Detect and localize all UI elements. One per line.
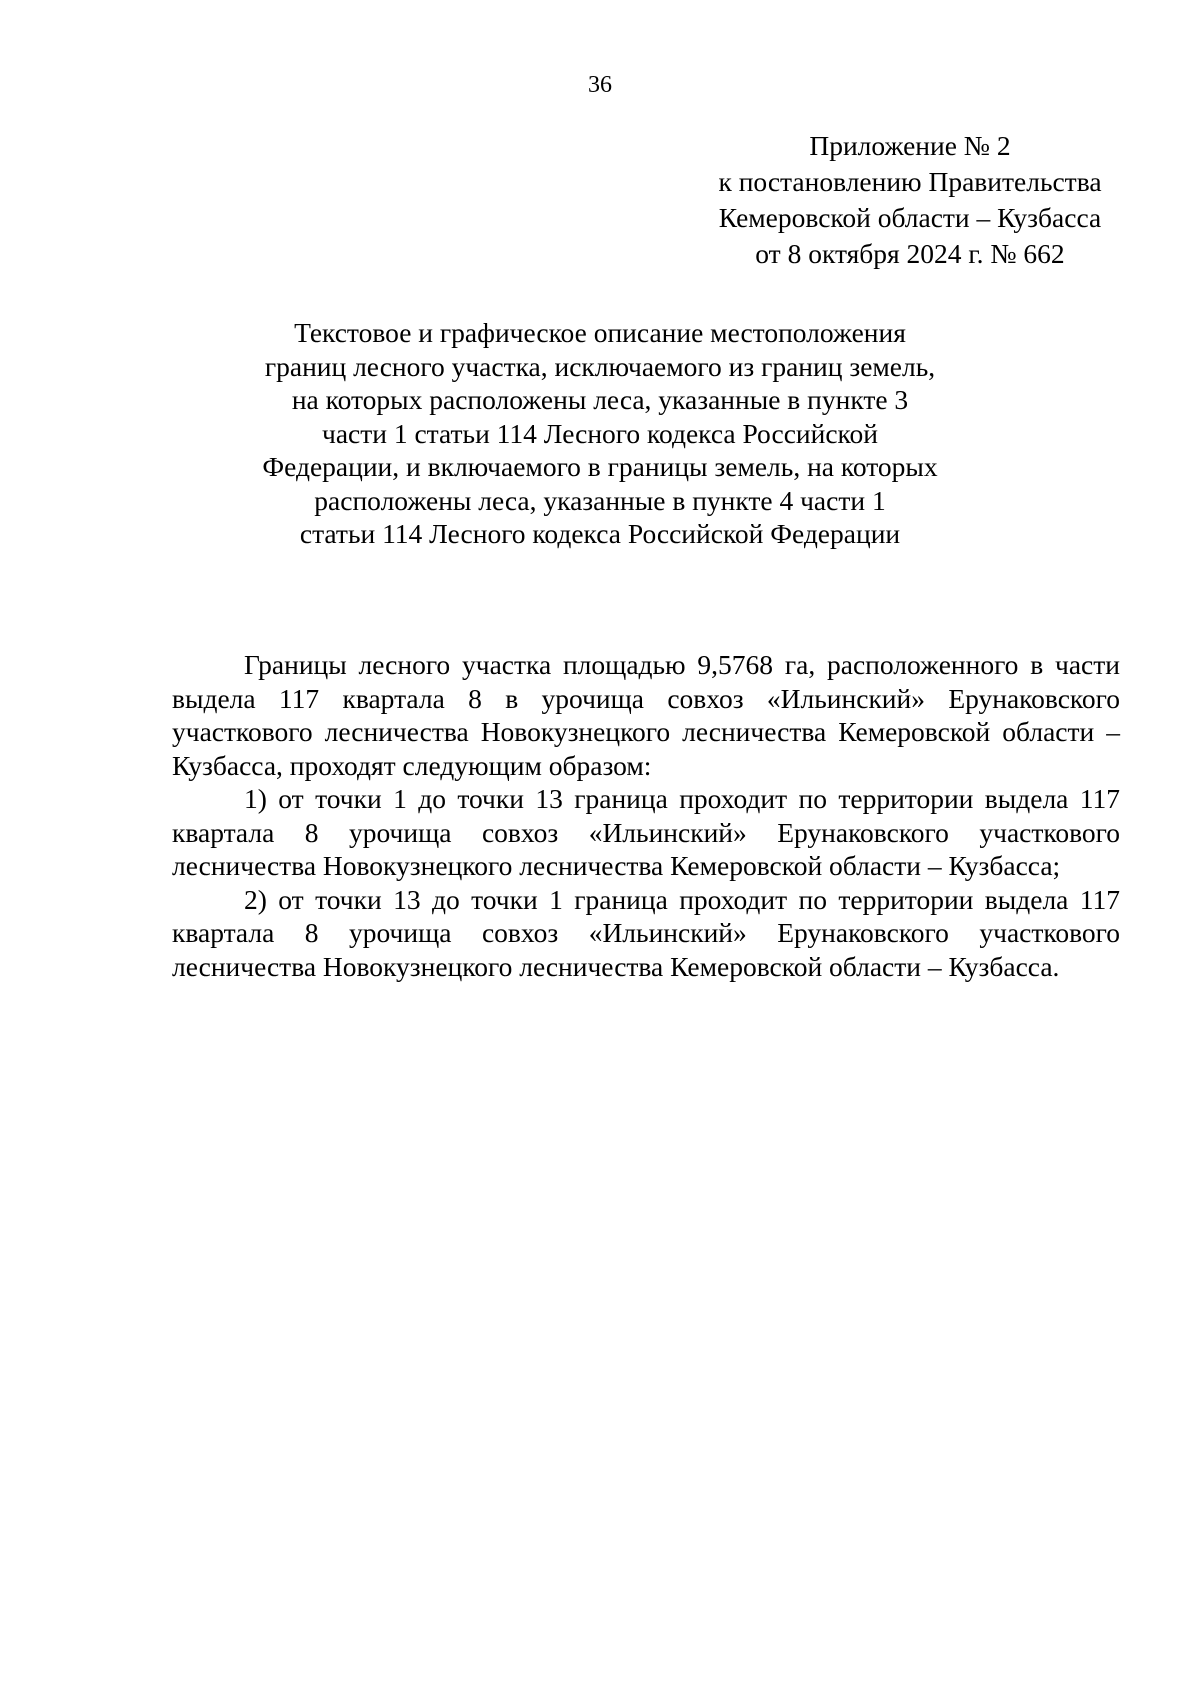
title-line-5: Федерации, и включаемого в границы земель, на которых xyxy=(262,451,938,482)
title-line-4: части 1 статьи 114 Лесного кодекса Российской xyxy=(322,417,878,449)
document-body xyxy=(172,648,1120,983)
appendix-line-4: от 8 октября 2024 г. № 662 xyxy=(755,238,1065,269)
body-intro-paragraph: Границы лесного участка площадью 9,5768 га, расположенного в части выдела 117 квартала 8 в урочища совхоз «Ильинский» Ерунаковского участкового лесничества Новокузнецкого лесничества Кемеровской области – Кузбасса, проходят следующим образом: xyxy=(172,649,1120,781)
body-item-2: 2) от точки 13 до точки 1 граница проходит по территории выдела 117 квартала 8 урочища совхоз «Ильинский» Ерунаковского участкового лесничества Новокузнецкого лесничества Кемеровской области – Кузбасса. xyxy=(172,883,1120,982)
title-line-6: расположены леса, указанные в пункте 4 части 1 xyxy=(314,484,886,516)
title-line-2: границ лесного участка, исключаемого из границ земель, xyxy=(264,350,936,382)
appendix-line-2: к постановлению Правительства xyxy=(718,166,1102,197)
title-line-1: Текстовое и графическое описание местоположения xyxy=(294,317,906,348)
appendix-line-1: Приложение № 2 xyxy=(809,130,1011,161)
document-title xyxy=(150,316,1050,551)
body-item-1: 1) от точки 1 до точки 13 граница проходит по территории выдела 117 квартала 8 урочища совхоз «Ильинский» Ерунаковского участкового лесничества Новокузнецкого лесничества Кемеровской области – Кузбасса; xyxy=(172,783,1120,881)
page-number: 36 xyxy=(588,72,612,98)
appendix-line-3: Кемеровской области – Кузбасса xyxy=(718,202,1102,233)
title-line-7: статьи 114 Лесного кодекса Российской Федерации xyxy=(299,518,901,549)
appendix-header xyxy=(680,128,1140,272)
title-line-3: на которых расположены леса, указанные в пункте 3 xyxy=(291,384,909,415)
